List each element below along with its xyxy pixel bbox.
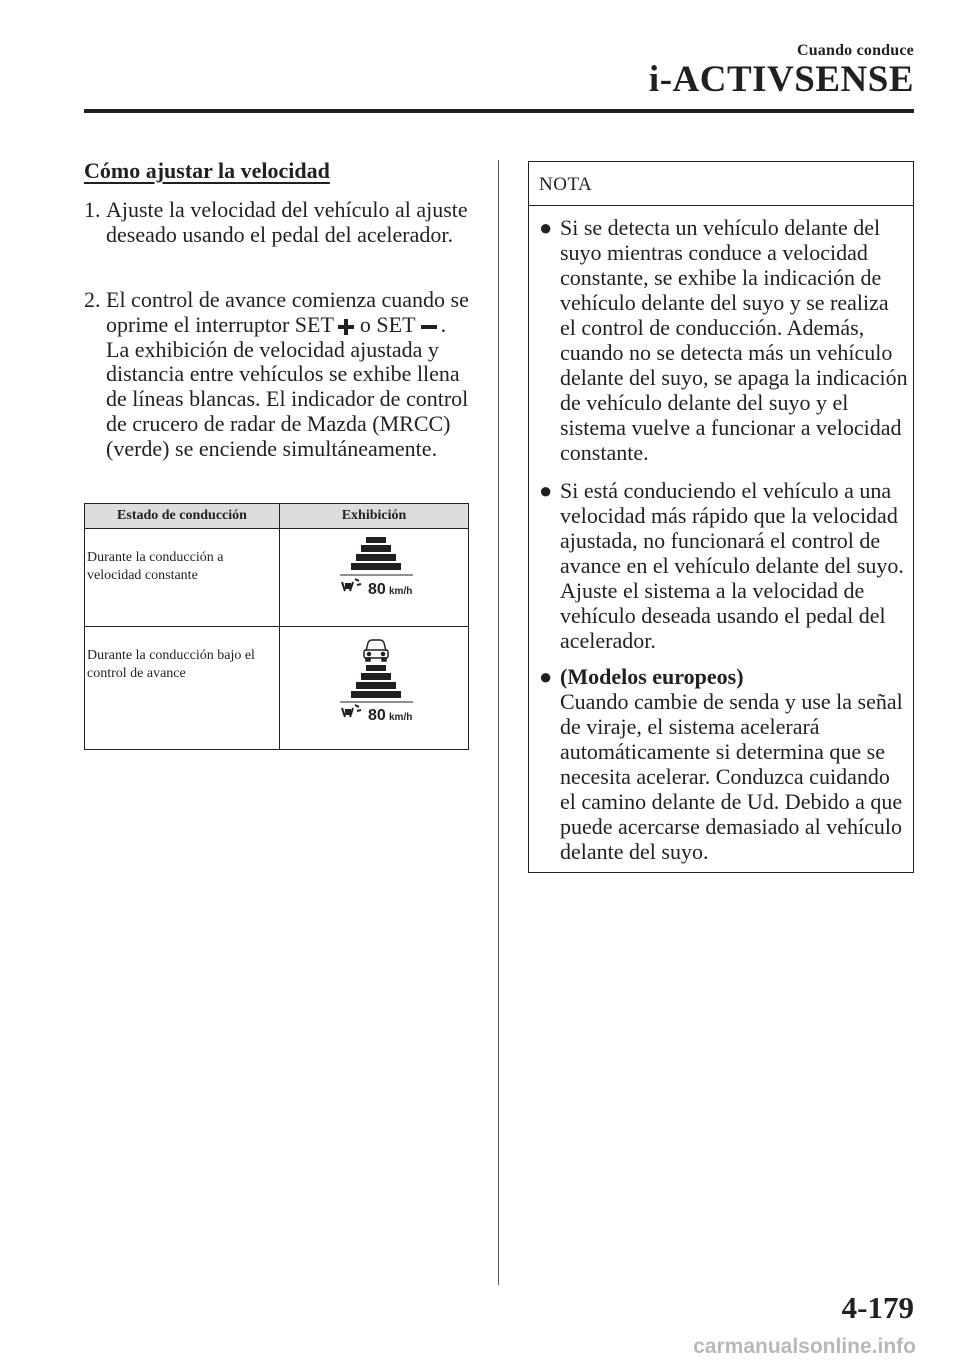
section-label: Cuando conduce <box>796 42 914 59</box>
step-text-part: o SET <box>359 311 416 337</box>
column-divider <box>498 160 499 1285</box>
display-cell <box>280 529 469 627</box>
table-row <box>85 529 469 627</box>
page-number: 4-179 <box>841 1290 914 1325</box>
display-cell <box>280 627 469 750</box>
lane-car-icon <box>342 705 361 717</box>
set-speed-value: 80 <box>368 581 386 598</box>
step-number: 1. <box>84 197 101 222</box>
speed-display-graphic <box>280 627 472 729</box>
step-text: Ajuste la velocidad del vehículo al ajuste deseado usando el pedal del acelerador. <box>106 197 468 247</box>
note-bold-label: (Modelos europeos) <box>560 664 744 689</box>
vehicle-ahead-icon <box>364 640 388 661</box>
step-text <box>84 288 474 462</box>
distance-bars-icon <box>351 537 401 570</box>
bullet-icon: ● <box>539 478 553 503</box>
note-divider <box>529 205 913 206</box>
note-item <box>539 478 909 653</box>
driving-state-cell: Durante la conducción a velocidad constante <box>85 529 280 627</box>
step-text-part: El control de avance comienza cuando se oprime el interruptor SET <box>106 287 469 337</box>
step-1 <box>84 198 474 248</box>
chapter-title: i-ACTIVSENSE <box>648 59 914 100</box>
step-text-part: . La exhibición de velocidad ajustada y distancia entre vehículos se exhibe llena de líneas blancas. El indicador de control de crucero de radar de Mazda (MRCC) (verde) se enciende simultáneamente. <box>106 311 469 461</box>
note-box <box>528 161 914 873</box>
note-item <box>539 215 909 465</box>
note-text-part: Cuando cambie de senda y use la señal de viraje, el sistema acelerará automáticamente si determina que se necesita acelerar. Conduzca cuidando el camino delante de Ud. Debido a que puede acercarse demasiado al vehículo delante del suyo. <box>560 689 903 864</box>
header-rule <box>84 109 914 113</box>
driving-state-cell: Durante la conducción bajo el control de avance <box>85 627 280 750</box>
section-heading: Cómo ajustar la velocidad <box>84 158 330 183</box>
bullet-icon: ● <box>539 215 553 240</box>
distance-bars-icon <box>351 665 401 698</box>
watermark: carmanualsonline.info <box>693 1335 916 1358</box>
note-title: NOTA <box>539 174 593 195</box>
note-text: Si está conduciendo el vehículo a una velocidad más rápido que la velocidad ajustada, no funcionará el control de avance en el vehículo delante del suyo. Ajuste el sistema a la velocidad de vehículo deseada usando el pedal del acelerador. <box>560 478 904 653</box>
column-header: Exhibición <box>280 504 469 529</box>
driving-state-table <box>84 503 469 750</box>
note-text: Si se detecta un vehículo delante del suyo mientras conduce a velocidad constante, se exhibe la indicación de vehículo delante del suyo y se realiza el control de conducción. Además, cuando no se detecta más un vehículo delante del suyo, se apaga la indicación de vehículo delante del suyo y el sistema vuelve a funcionar a velocidad constante. <box>560 215 908 465</box>
step-2 <box>84 288 474 462</box>
plus-icon <box>338 319 354 335</box>
table-row <box>85 627 469 750</box>
speed-unit: km/h <box>389 586 413 597</box>
minus-icon <box>421 319 437 335</box>
step-number: 2. <box>84 287 101 312</box>
set-speed-value: 80 <box>368 707 386 724</box>
table-header-row <box>85 504 469 529</box>
speed-unit: km/h <box>389 712 413 723</box>
speed-display-graphic <box>280 529 472 606</box>
bullet-icon: ● <box>539 664 553 689</box>
note-text <box>539 664 909 864</box>
column-header: Estado de conducción <box>85 504 280 529</box>
note-item <box>539 664 909 864</box>
lane-car-icon <box>342 579 361 591</box>
